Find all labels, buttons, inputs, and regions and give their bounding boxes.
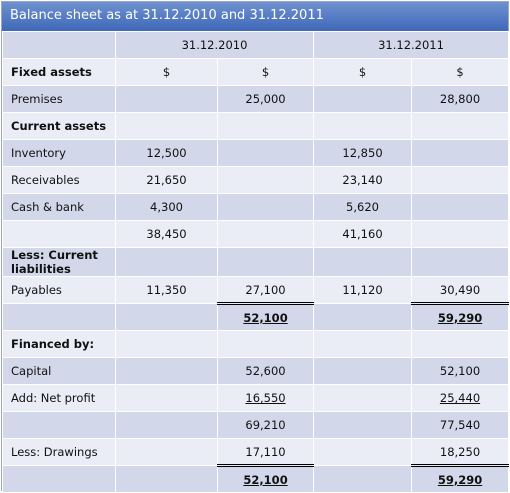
balance-sheet-table bbox=[2, 31, 509, 493]
value-cell bbox=[314, 466, 412, 493]
value-cell: 52,600 bbox=[218, 358, 314, 385]
value-cell bbox=[412, 221, 509, 248]
value-cell bbox=[116, 304, 218, 331]
value-cell: 52,100 bbox=[412, 358, 509, 385]
subtotal-cell: 38,450 bbox=[116, 221, 218, 248]
table-row bbox=[3, 358, 509, 385]
value-cell bbox=[412, 167, 509, 194]
value-cell bbox=[116, 466, 218, 493]
value-cell bbox=[116, 248, 218, 277]
section-heading: Fixed assets bbox=[3, 59, 116, 86]
value-cell: 4,300 bbox=[116, 194, 218, 221]
value-cell: 12,500 bbox=[116, 140, 218, 167]
value-cell bbox=[412, 194, 509, 221]
table-row bbox=[3, 277, 509, 304]
value-cell bbox=[116, 113, 218, 140]
value-cell bbox=[314, 412, 412, 439]
value-cell: 5,620 bbox=[314, 194, 412, 221]
value-cell: 17,110 bbox=[218, 439, 314, 466]
table-row bbox=[3, 412, 509, 439]
subtotal-cell: 41,160 bbox=[314, 221, 412, 248]
table-row bbox=[3, 113, 509, 140]
value-cell bbox=[116, 331, 218, 358]
section-heading: Current assets bbox=[3, 113, 116, 140]
value-cell bbox=[314, 86, 412, 113]
value-cell: 23,140 bbox=[314, 167, 412, 194]
value-cell bbox=[412, 331, 509, 358]
section-heading: Less: Current liabilities bbox=[3, 248, 116, 277]
value-cell bbox=[218, 167, 314, 194]
value-cell: 25,000 bbox=[218, 86, 314, 113]
value-cell: 12,850 bbox=[314, 140, 412, 167]
value-cell bbox=[314, 439, 412, 466]
row-label bbox=[3, 221, 116, 248]
currency-cell: $ bbox=[116, 59, 218, 86]
section-heading: Financed by: bbox=[3, 331, 116, 358]
value-cell bbox=[314, 113, 412, 140]
value-cell bbox=[314, 385, 412, 412]
value-cell bbox=[218, 194, 314, 221]
row-label: Add: Net profit bbox=[3, 385, 116, 412]
value-cell bbox=[116, 385, 218, 412]
row-label: Inventory bbox=[3, 140, 116, 167]
value-cell bbox=[314, 304, 412, 331]
row-label: Capital bbox=[3, 358, 116, 385]
value-cell bbox=[116, 439, 218, 466]
row-label: Cash & bank bbox=[3, 194, 116, 221]
table-row bbox=[3, 86, 509, 113]
table-row bbox=[3, 140, 509, 167]
table-row bbox=[3, 167, 509, 194]
header-year-2011: 31.12.2011 bbox=[314, 32, 509, 59]
value-cell bbox=[314, 358, 412, 385]
value-cell bbox=[116, 358, 218, 385]
subtotal-cell: 77,540 bbox=[412, 412, 509, 439]
currency-cell: $ bbox=[314, 59, 412, 86]
table-row bbox=[3, 221, 509, 248]
value-cell bbox=[412, 113, 509, 140]
row-label: Premises bbox=[3, 86, 116, 113]
table-header-row bbox=[3, 32, 509, 59]
underlined-value-cell: 16,550 bbox=[218, 385, 314, 412]
value-cell bbox=[218, 113, 314, 140]
page-title: Balance sheet as at 31.12.2010 and 31.12.2011 bbox=[2, 2, 508, 31]
table-row bbox=[3, 331, 509, 358]
balance-sheet-panel bbox=[1, 1, 509, 491]
value-cell: 11,120 bbox=[314, 277, 412, 304]
value-cell: 30,490 bbox=[412, 277, 509, 304]
table-row bbox=[3, 59, 509, 86]
value-cell bbox=[314, 248, 412, 277]
total-cell: 59,290 bbox=[412, 466, 509, 493]
total-cell: 52,100 bbox=[218, 304, 314, 331]
table-row bbox=[3, 385, 509, 412]
value-cell bbox=[412, 248, 509, 277]
row-label bbox=[3, 466, 116, 493]
row-label: Payables bbox=[3, 277, 116, 304]
value-cell bbox=[412, 140, 509, 167]
currency-cell: $ bbox=[412, 59, 509, 86]
subtotal-cell: 69,210 bbox=[218, 412, 314, 439]
row-label: Less: Drawings bbox=[3, 439, 116, 466]
table-row bbox=[3, 194, 509, 221]
currency-cell: $ bbox=[218, 59, 314, 86]
value-cell: 18,250 bbox=[412, 439, 509, 466]
value-cell: 11,350 bbox=[116, 277, 218, 304]
table-row bbox=[3, 248, 509, 277]
value-cell bbox=[116, 86, 218, 113]
row-label bbox=[3, 304, 116, 331]
row-label: Receivables bbox=[3, 167, 116, 194]
value-cell bbox=[218, 140, 314, 167]
table-row bbox=[3, 304, 509, 331]
header-year-2010: 31.12.2010 bbox=[116, 32, 314, 59]
value-cell bbox=[116, 412, 218, 439]
table-row bbox=[3, 439, 509, 466]
table-row bbox=[3, 466, 509, 493]
value-cell bbox=[218, 248, 314, 277]
total-cell: 52,100 bbox=[218, 466, 314, 493]
total-cell: 59,290 bbox=[412, 304, 509, 331]
row-label bbox=[3, 412, 116, 439]
underlined-value-cell: 25,440 bbox=[412, 385, 509, 412]
value-cell: 21,650 bbox=[116, 167, 218, 194]
value-cell bbox=[314, 331, 412, 358]
header-blank-cell bbox=[3, 32, 116, 59]
value-cell bbox=[218, 331, 314, 358]
value-cell bbox=[218, 221, 314, 248]
value-cell: 28,800 bbox=[412, 86, 509, 113]
value-cell: 27,100 bbox=[218, 277, 314, 304]
